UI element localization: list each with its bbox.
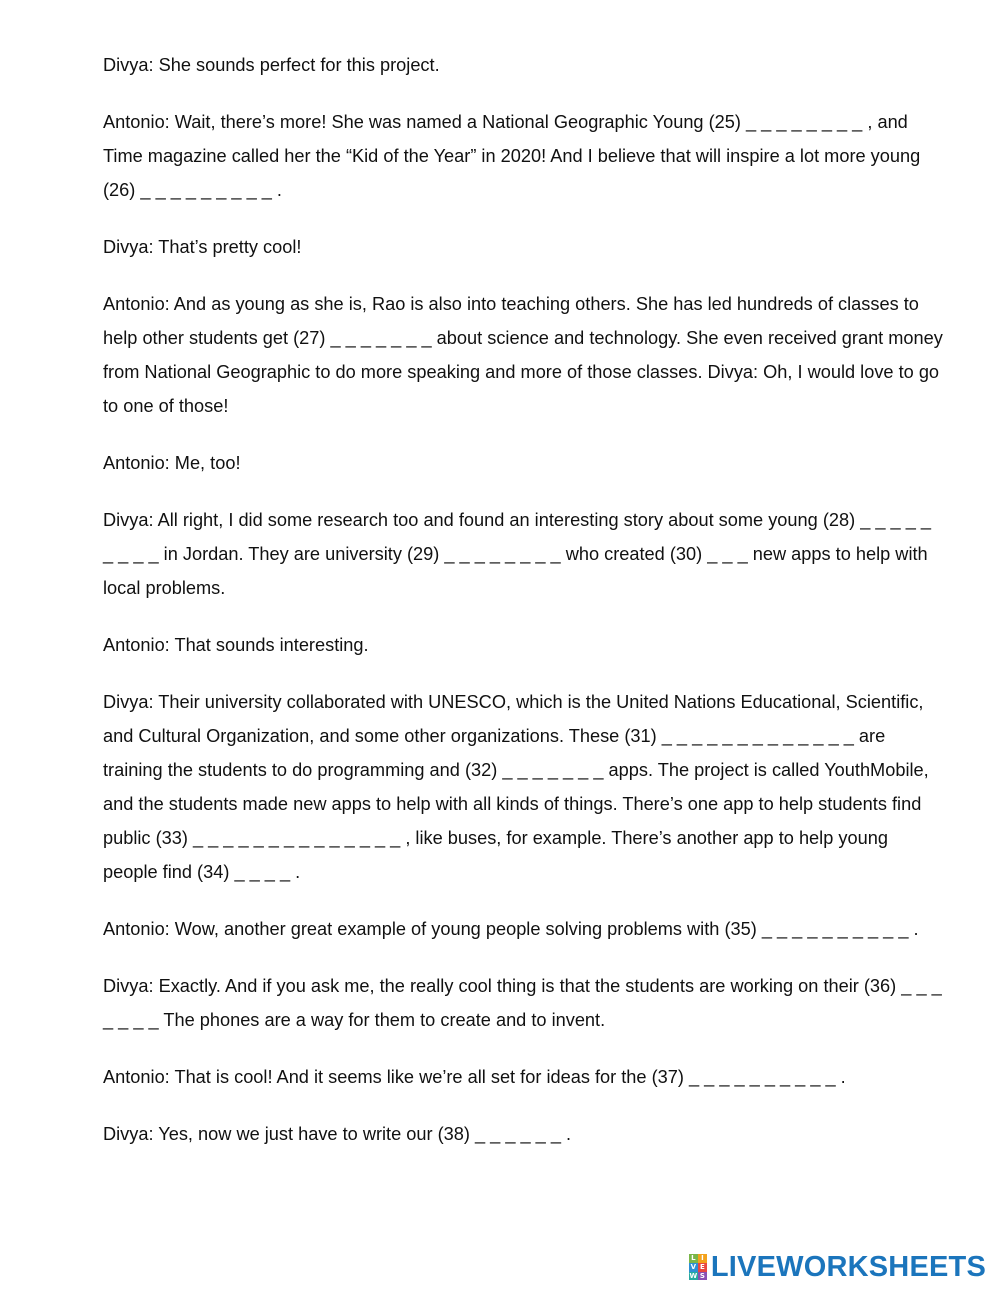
liveworksheets-logo-text: LIVEWORKSHEETS	[710, 1251, 986, 1283]
dialogue-line-3: Divya: That’s pretty cool!	[103, 237, 302, 257]
logo-icon-cell: I	[698, 1254, 707, 1263]
logo-icon-cell: W	[689, 1272, 698, 1280]
logo-icon-cell: V	[690, 1263, 697, 1271]
worksheet-page	[103, 48, 943, 1174]
liveworksheets-logo[interactable]	[689, 1252, 986, 1282]
logo-icon-cell: E	[698, 1263, 707, 1272]
dialogue-line-2: Antonio: Wait, there’s more! She was named a National Geographic Young (25) _ _ _ _ _ _ _ _ , and Time magazine called her the “Kid of the Year” in 2020! And I believe that will inspire a lot more young (26) _ _ _ _ _ _ _ _ _ .	[103, 112, 921, 200]
dialogue-line-7: Antonio: That sounds interesting.	[103, 635, 369, 655]
liveworksheets-logo-icon	[689, 1254, 707, 1280]
logo-icon-cell: S	[699, 1272, 705, 1280]
dialogue-line-4: Antonio: And as young as she is, Rao is also into teaching others. She has led hundreds of classes to help other students get (27) _ _ _ _ _ _ _ about science and technology. She even received grant money from National Geographic to do more speaking and more of those classes. Divya: Oh, I would love to go to one of those!	[103, 294, 943, 416]
logo-icon-cell: L	[689, 1254, 698, 1263]
dialogue-line-10: Divya: Exactly. And if you ask me, the really cool thing is that the students are working on their (36) _ _ _ _ _ _ _ The phones are a way for them to create and to invent.	[103, 976, 942, 1030]
dialogue-line-6: Divya: All right, I did some research too and found an interesting story about some young (28) _ _ _ _ _ _ _ _ _ in Jordan. They are university (29) _ _ _ _ _ _ _ _ who created (30) _ _ _ new apps to help with local problems.	[103, 510, 932, 598]
dialogue-line-12: Divya: Yes, now we just have to write our (38) _ _ _ _ _ _ .	[103, 1124, 572, 1144]
dialogue-line-1: Divya: She sounds perfect for this project.	[103, 55, 440, 75]
dialogue-line-11: Antonio: That is cool! And it seems like we’re all set for ideas for the (37) _ _ _ _ _ _ _ _ _ _ .	[103, 1067, 846, 1087]
dialogue-line-8: Divya: Their university collaborated with UNESCO, which is the United Nations Educational, Scientific, and Cultural Organization, and some other organizations. These (31) _ _ _ _ _ _ _ _ _ _ _ _ _ are training the students to do programming and (32) _ _ _ _ _ _ _ apps. The project is called YouthMobile, and the students made new apps to help with all kinds of things. There’s one app to help students find public (33) _ _ _ _ _ _ _ _ _ _ _ _ _ _ , like buses, for example. There’s another app to help young people find (34) _ _ _ _ .	[103, 692, 929, 882]
dialogue-line-9: Antonio: Wow, another great example of young people solving problems with (35) _ _ _ _ _ _ _ _ _ _ .	[103, 919, 919, 939]
dialogue-line-5: Antonio: Me, too!	[103, 453, 241, 473]
